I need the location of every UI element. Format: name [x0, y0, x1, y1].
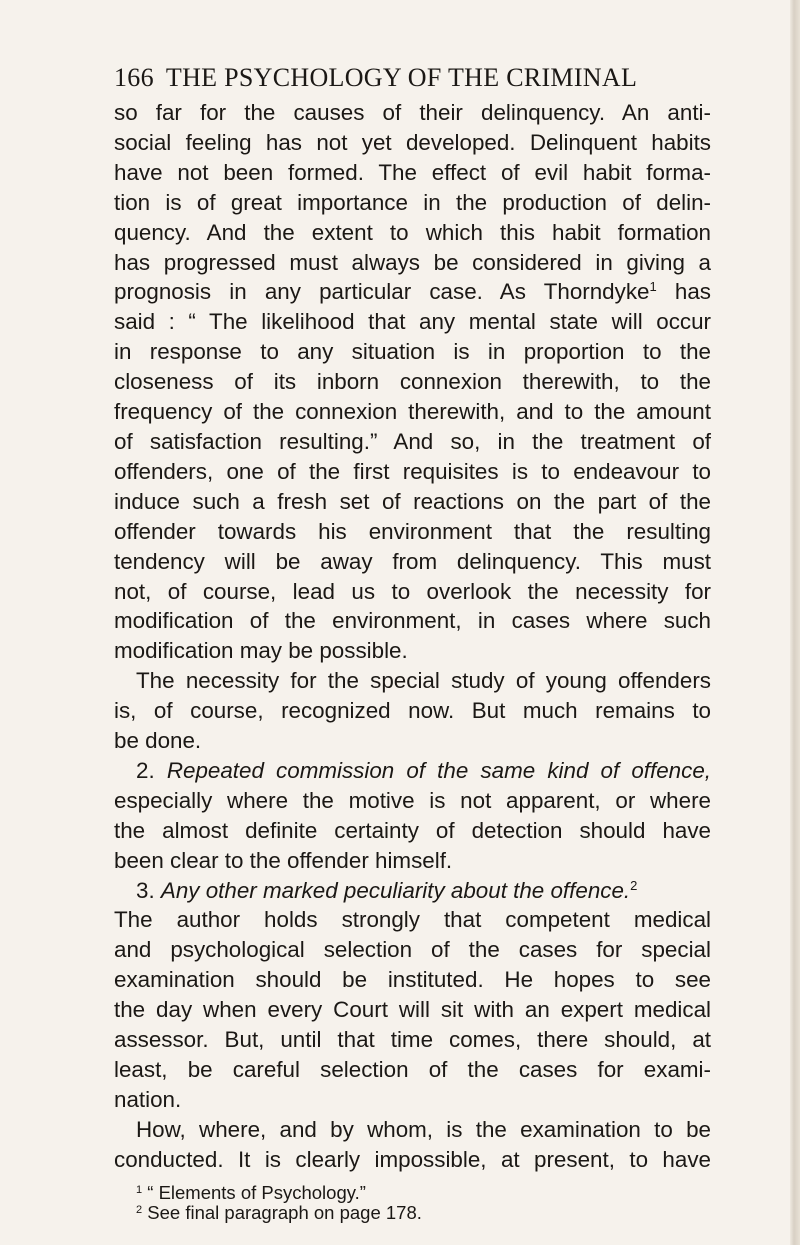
running-header	[114, 58, 711, 98]
text-line: in response to any situation is in proportion to the	[114, 339, 711, 365]
text-line: tendency will be away from delinquency. This must	[114, 548, 711, 574]
list-number: 2.	[136, 757, 155, 783]
text-line: and psychological selection of the cases for special	[114, 937, 711, 963]
text-line: quency. And the extent to which this habit formation	[114, 219, 711, 245]
text-line: of satisfaction resulting.” And so, in the treatment of	[114, 428, 711, 454]
page-edge-shadow	[790, 0, 800, 1245]
footnote	[114, 1183, 711, 1203]
footnote-text: See final paragraph on page 178.	[147, 1201, 422, 1223]
text-line: is, of course, recognized now. But much remains to	[114, 698, 711, 724]
text-line: The necessity for the special study of young offenders	[136, 668, 711, 694]
list-heading: Any other marked peculiarity about the offence.	[160, 877, 631, 903]
text-line: least, be careful selection of the cases for exami-	[114, 1057, 711, 1082]
text-line: offender towards his environment that the resulting	[114, 518, 711, 544]
list-heading: Repeated commission of the same kind of offence,	[166, 757, 711, 783]
text-line: offenders, one of the first requisites is to endeavour to	[114, 458, 711, 484]
footnote-ref: 1	[649, 279, 657, 295]
text-line: conducted. It is clearly impossible, at present, to have	[114, 1146, 711, 1172]
text-line: the almost definite certainty of detection should have	[114, 817, 711, 843]
text-line: social feeling has not yet developed. Delinquent habits	[114, 129, 711, 155]
text-line: closeness of its inborn connexion therewith, to the	[114, 369, 711, 395]
text-line: not, of course, lead us to overlook the necessity for	[114, 578, 711, 604]
text-line: examination should be instituted. He hopes to see	[114, 967, 711, 993]
footnote-mark: 2	[136, 1203, 143, 1216]
text-line: said : “ The likelihood that any mental state will occur	[114, 309, 711, 335]
list-number: 3.	[136, 877, 155, 903]
text-line: been clear to the offender himself.	[114, 847, 453, 873]
text-line: modification of the environment, in cases where such	[114, 608, 711, 634]
list-item-3	[114, 876, 711, 906]
text-line: frequency of the connexion therewith, and to the amount	[114, 399, 711, 425]
footnote-ref: 2	[630, 877, 638, 893]
text-line: especially where the motive is not apparent, or where	[114, 787, 711, 813]
text-line: nation.	[114, 1086, 182, 1112]
running-title: THE PSYCHOLOGY OF THE CRIMINAL	[165, 63, 638, 92]
footnote-mark: 1	[136, 1183, 143, 1196]
text-line: be done.	[114, 728, 202, 754]
text-line: assessor. But, until that time comes, there should, at	[114, 1027, 711, 1053]
text-line: modification may be possible.	[114, 638, 408, 664]
page-number: 166	[114, 63, 154, 92]
text-line: have not been formed. The effect of evil habit forma-	[114, 159, 711, 185]
text-line: The author holds strongly that competent medical	[114, 907, 711, 933]
text-line: has progressed must always be considered in giving a	[114, 249, 711, 275]
text-line: the day when every Court will sit with an expert medical	[114, 997, 711, 1023]
list-item-2	[114, 756, 711, 786]
body-text	[114, 98, 711, 1175]
footnote-text: “ Elements of Psychology.”	[147, 1181, 366, 1203]
footnote	[114, 1203, 711, 1223]
book-page	[114, 58, 711, 1223]
text-line: How, where, and by whom, is the examination to be	[136, 1116, 711, 1142]
text-line: tion is of great importance in the production of delin-	[114, 189, 711, 215]
text-line: induce such a fresh set of reactions on the part of the	[114, 488, 711, 514]
text-line: prognosis in any particular case. As Thorndyke$^1$ has	[114, 279, 711, 305]
footnotes	[114, 1183, 711, 1223]
text-line: so far for the causes of their delinquency. An anti-	[114, 100, 711, 125]
